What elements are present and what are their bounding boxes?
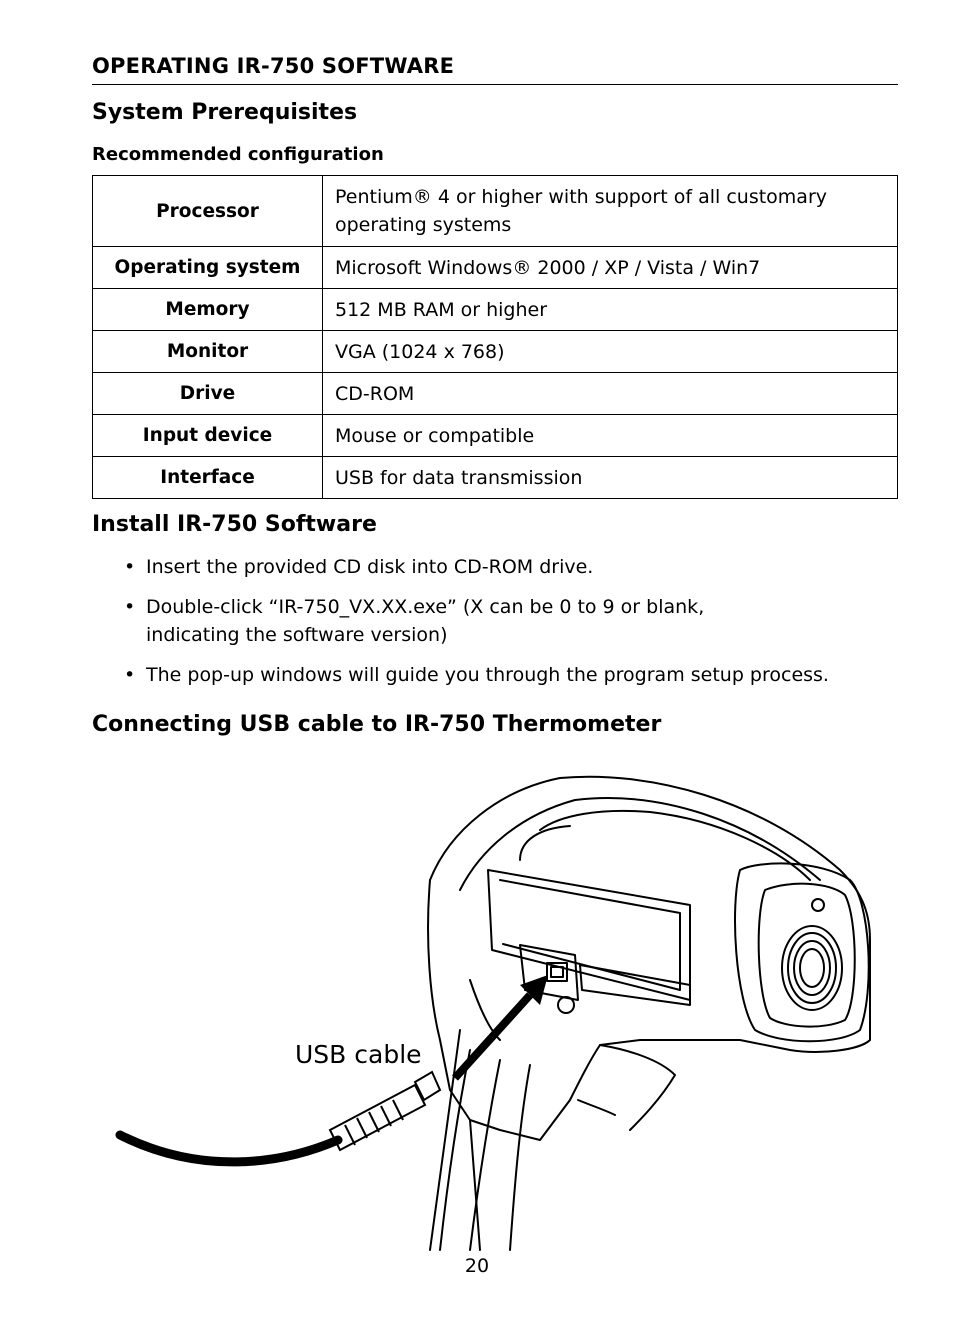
list-item: • Insert the provided CD disk into CD-ROM drive. bbox=[122, 553, 902, 581]
usb-cable-wire bbox=[120, 1135, 338, 1162]
table-row bbox=[93, 415, 898, 457]
row-value: USB for data transmission bbox=[323, 457, 898, 499]
row-value: 512 MB RAM or higher bbox=[323, 289, 898, 331]
table-row bbox=[93, 247, 898, 289]
thermometer-usb-illustration bbox=[100, 760, 900, 1260]
section-title: OPERATING IR-750 SOFTWARE bbox=[92, 54, 455, 78]
lens bbox=[782, 926, 842, 1010]
arrow-line bbox=[455, 995, 530, 1078]
row-key: Drive bbox=[93, 373, 323, 415]
header-rule bbox=[92, 84, 898, 85]
row-key: Processor bbox=[93, 176, 323, 247]
list-item: • The pop-up windows will guide you through the program setup process. bbox=[122, 661, 902, 689]
connecting-heading: Connecting USB cable to IR-750 Thermometer bbox=[92, 712, 662, 737]
prerequisites-heading: System Prerequisites bbox=[92, 100, 358, 125]
row-value: Pentium® 4 or higher with support of all customary operating systems bbox=[323, 176, 898, 247]
row-value: Microsoft Windows® 2000 / XP / Vista / Win7 bbox=[323, 247, 898, 289]
row-key: Memory bbox=[93, 289, 323, 331]
install-heading: Install IR-750 Software bbox=[92, 512, 377, 537]
table-row bbox=[93, 331, 898, 373]
page-number: 20 bbox=[464, 1255, 490, 1277]
list-item: • Double-click “IR-750_VX.XX.exe” (X can be 0 to 9 or blank, indicating the software version) bbox=[122, 593, 746, 649]
usb-plug bbox=[330, 1085, 425, 1150]
row-key: Operating system bbox=[93, 247, 323, 289]
row-value: VGA (1024 x 768) bbox=[323, 331, 898, 373]
install-steps-list bbox=[122, 553, 902, 701]
table-row bbox=[93, 176, 898, 247]
usb-cable-label: USB cable bbox=[295, 1040, 422, 1069]
row-key: Input device bbox=[93, 415, 323, 457]
table-row bbox=[93, 457, 898, 499]
config-table bbox=[92, 175, 898, 499]
recommended-config-subheading: Recommended configuration bbox=[92, 144, 384, 165]
table-row bbox=[93, 289, 898, 331]
row-value: CD-ROM bbox=[323, 373, 898, 415]
row-key: Monitor bbox=[93, 331, 323, 373]
table-row bbox=[93, 373, 898, 415]
row-value: Mouse or compatible bbox=[323, 415, 898, 457]
row-key: Interface bbox=[93, 457, 323, 499]
